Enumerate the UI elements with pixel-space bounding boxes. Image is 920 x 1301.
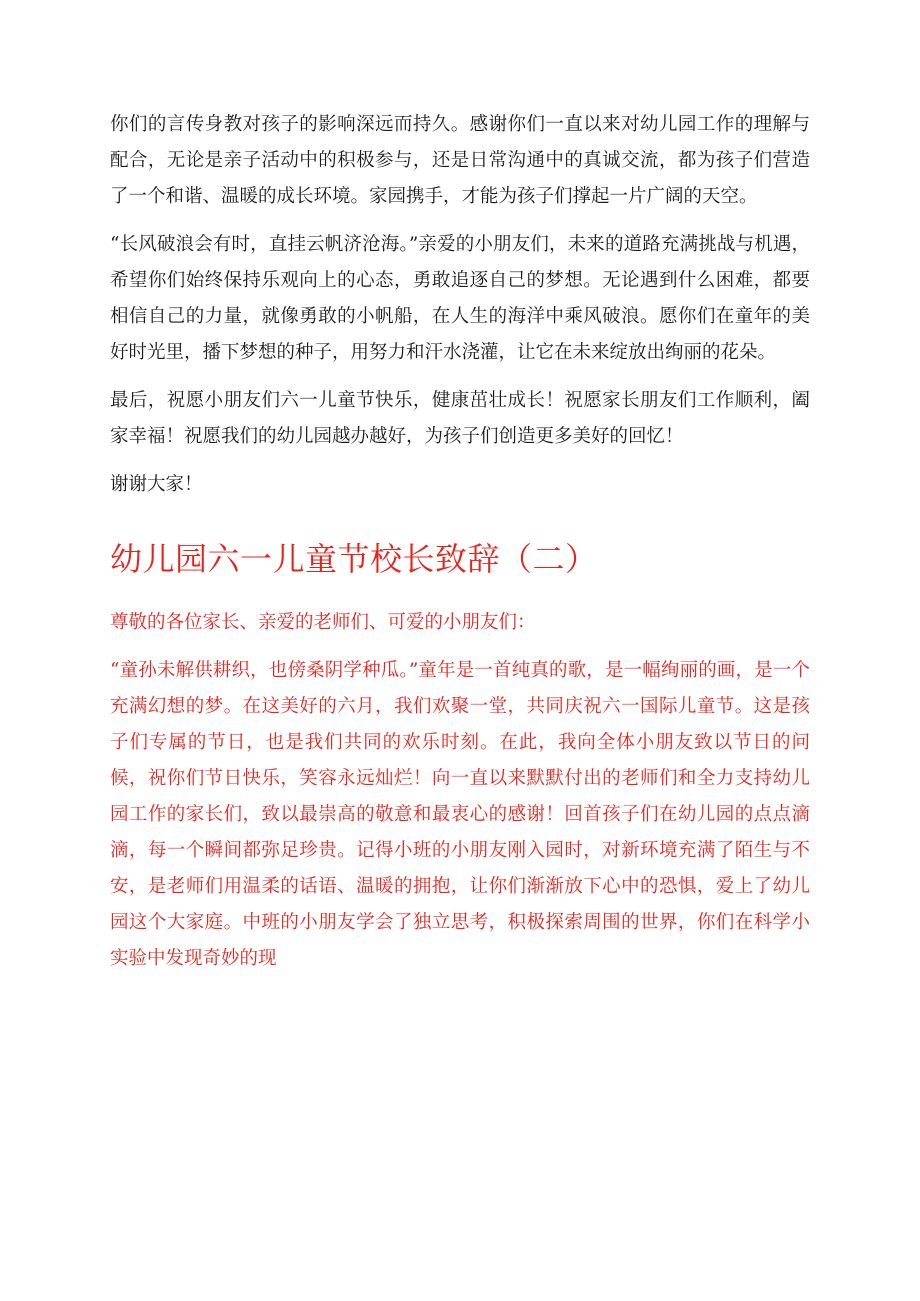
salutation: 尊敬的各位家长、亲爱的老师们、可爱的小朋友们： xyxy=(110,612,536,633)
paragraph-gratitude-parents: 你们的言传身教对孩子的影响深远而持久。感谢你们一直以来对幼儿园工作的理解与配合，无论是亲子活动中的积极参与，还是日常沟通中的真诚交流，都为孩子们营造了一个和谐、温暖的成长环境。家园携手，才能为孩子们撑起一片广阔的天空。 xyxy=(110,114,810,207)
paragraph-gap xyxy=(110,215,810,227)
document-page xyxy=(110,107,810,977)
paragraph-thanks: 谢谢大家！ xyxy=(110,474,203,495)
paragraph-gap xyxy=(110,371,810,383)
speech-body: “童孙未解供耕织，也傍桑阴学种瓜。”童年是一首纯真的歌，是一幅绚丽的画，是一个充满幻想的梦。在这美好的六月，我们欢聚一堂，共同庆祝六一国际儿童节。这是孩子们专属的节日，也是我们共同的欢乐时刻。在此，我向全体小朋友致以节日的问候，祝你们节日快乐，笑容永远灿烂！向一直以来默默付出的老师们和全力支持幼儿园工作的家长们，致以最崇高的敬意和最衷心的感谢！回首孩子们在幼儿园的点点滴滴，每一个瞬间都弥足珍贵。记得小班的小朋友刚入园时，对新环境充满了陌生与不安，是老师们用温柔的话语、温暖的拥抱，让你们渐渐放下心中的恐惧，爱上了幼儿园这个大家庭。中班的小朋友学会了独立思考，积极探索周围的世界，你们在科学小实验中发现奇妙的现 xyxy=(110,660,810,969)
paragraph-encouragement: “长风破浪会有时，直挂云帆济沧海。”亲爱的小朋友们，未来的道路充满挑战与机遇，希望你们始终保持乐观向上的心态，勇敢追逐自己的梦想。无论遇到什么困难，都要相信自己的力量，就像勇敢的小帆船，在人生的海洋中乘风破浪。愿你们在童年的美好时光里，播下梦想的种子，用努力和汗水浇灌，让它在未来绽放出绚丽的花朵。 xyxy=(110,234,810,363)
paragraph-closing-wishes: 最后，祝愿小朋友们六一儿童节快乐，健康茁壮成长！祝愿家长朋友们工作顺利，阖家幸福！祝愿我们的幼儿园越办越好，为孩子们创造更多美好的回忆！ xyxy=(110,390,810,447)
section-title: 幼儿园六一儿童节校长致辞（二） xyxy=(110,540,598,578)
paragraph-gap xyxy=(110,641,810,653)
paragraph-gap xyxy=(110,455,810,467)
